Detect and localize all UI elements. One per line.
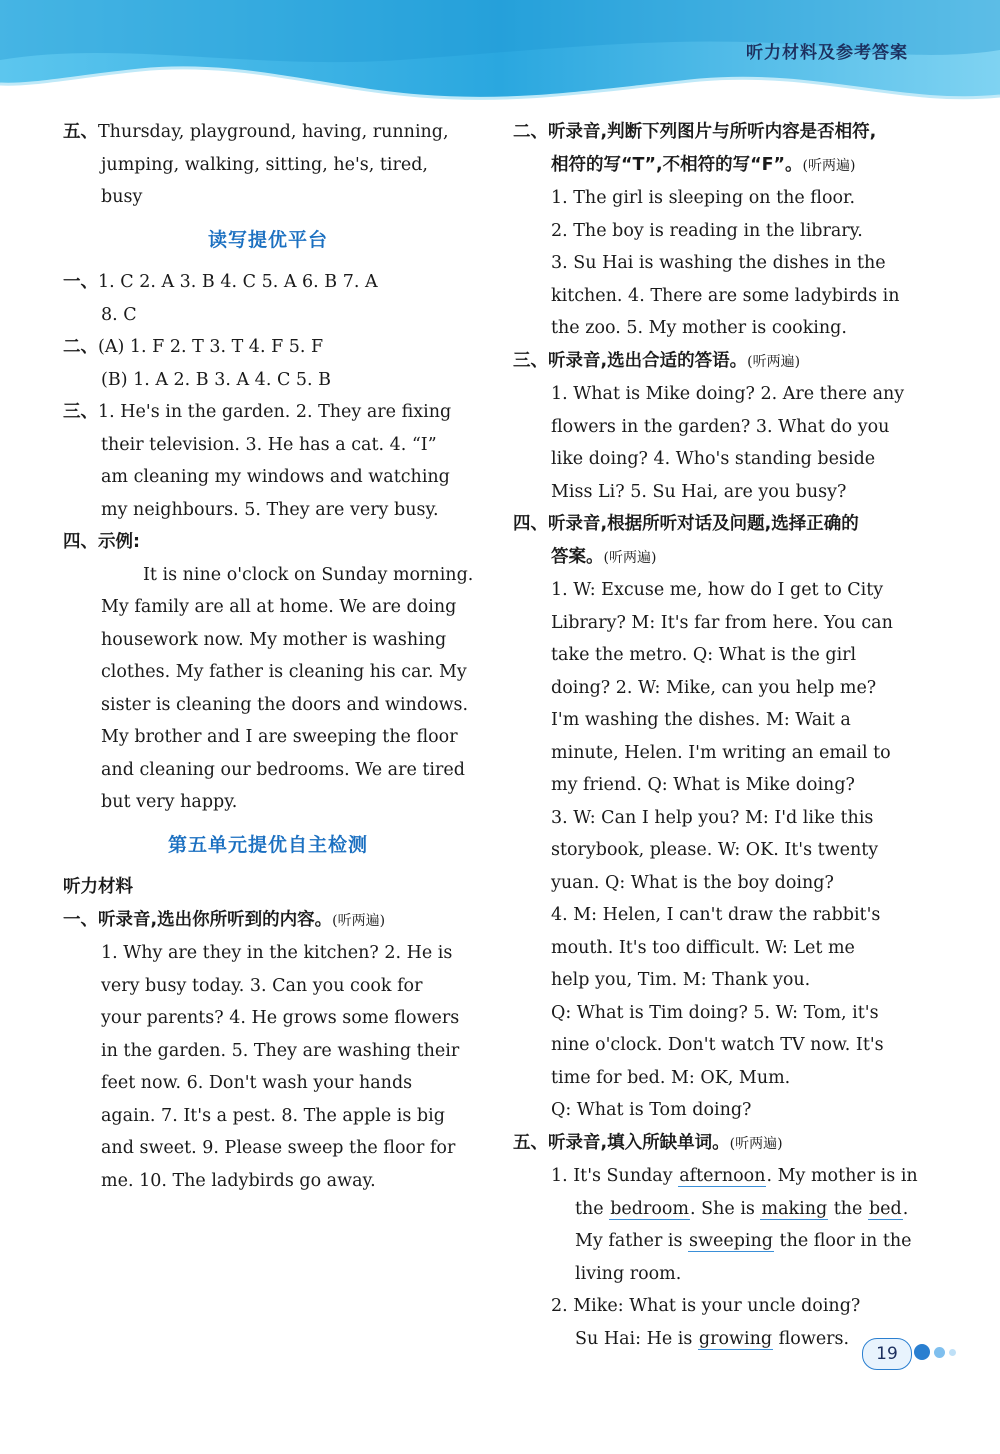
fill-text: the bbox=[828, 1198, 868, 1219]
listening-2-heading-line2: 相符的写“T”,不相符的写“F”。 bbox=[551, 154, 803, 175]
listening-4-line: time for bed. M: OK, Mum. bbox=[551, 1067, 791, 1088]
fill-blank: bed bbox=[868, 1198, 902, 1219]
essay-line: and cleaning our bedrooms. We are tired bbox=[101, 759, 465, 780]
listening-4-line: I'm washing the dishes. M: Wait a bbox=[551, 710, 851, 730]
rw-answer-3-line: am cleaning my windows and watching bbox=[101, 467, 450, 487]
essay-line: My family are all at home. We are doing bbox=[101, 597, 457, 617]
fill-blank: growing bbox=[698, 1328, 773, 1349]
rw-answer-3-line: 1. He's in the garden. 2. They are fixing bbox=[98, 402, 452, 422]
listening-4-heading-line2: 答案。 bbox=[551, 546, 604, 567]
listening-4-line: doing? 2. W: Mike, can you help me? bbox=[551, 677, 877, 698]
rw-answer-3-label: 三、 bbox=[63, 402, 98, 422]
listening-5-heading bbox=[513, 1127, 923, 1161]
listening-1-heading bbox=[63, 904, 473, 938]
answer-5 bbox=[63, 116, 473, 149]
answer-5-line2: jumping, walking, sitting, he's, tired, bbox=[101, 154, 428, 175]
fill-text: . She is bbox=[690, 1198, 761, 1219]
fill-text: 1. It's Sunday bbox=[551, 1166, 679, 1186]
listening-3-label: 三、听录音,选出合适的答语。 bbox=[513, 350, 748, 371]
listening-3-line: like doing? 4. Who's standing beside bbox=[551, 449, 876, 469]
listening-4-line: Q: What is Tom doing? bbox=[551, 1100, 752, 1120]
listening-1-line: feet now. 6. Don't wash your hands bbox=[101, 1073, 413, 1093]
essay-line: It is nine o'clock on Sunday morning. bbox=[143, 564, 474, 585]
listening-1-line: your parents? 4. He grows some flowers bbox=[101, 1008, 460, 1028]
fill-line-5: 2. Mike: What is your uncle doing? bbox=[551, 1296, 861, 1316]
rw-answer-4-label: 四、示例: bbox=[63, 532, 140, 552]
listening-1-note: (听两遍) bbox=[332, 912, 386, 929]
listening-3-line: 1. What is Mike doing? 2. Are there any bbox=[551, 384, 905, 404]
listening-3-note: (听两遍) bbox=[747, 353, 801, 370]
listening-4-line: help you, Tim. M: Thank you. bbox=[551, 970, 811, 990]
listening-4-line: 4. M: Helen, I can't draw the rabbit's bbox=[551, 905, 881, 925]
fill-line-4: living room. bbox=[575, 1263, 682, 1284]
decor-dot bbox=[949, 1349, 956, 1356]
essay-line: sister is cleaning the doors and windows. bbox=[101, 694, 469, 715]
left-column bbox=[63, 116, 473, 1197]
listening-2-line: 3. Su Hai is washing the dishes in the bbox=[551, 253, 886, 273]
listening-4-line: take the metro. Q: What is the girl bbox=[551, 645, 857, 665]
listening-2-line: kitchen. 4. There are some ladybirds in bbox=[551, 285, 900, 306]
fill-line-2 bbox=[513, 1193, 923, 1226]
listening-4-line: 3. W: Can I help you? M: I'd like this bbox=[551, 807, 874, 828]
listening-2-line: 2. The boy is reading in the library. bbox=[551, 220, 863, 241]
listening-3-heading bbox=[513, 345, 923, 379]
rw-answer-1-line1: 1. C 2. A 3. B 4. C 5. A 6. B 7. A bbox=[98, 272, 378, 292]
rw-answer-2-line2: (B) 1. A 2. B 3. A 4. C 5. B bbox=[101, 369, 332, 390]
listening-4-note: (听两遍) bbox=[603, 549, 657, 566]
right-column bbox=[513, 116, 923, 1355]
page-number: 19 bbox=[862, 1338, 912, 1370]
listening-4-line: storybook, please. W: OK. It's twenty bbox=[551, 840, 879, 860]
decor-dot bbox=[934, 1347, 945, 1358]
rw-answer-2-label: 二、 bbox=[63, 337, 98, 357]
essay-line: clothes. My father is cleaning his car. My bbox=[101, 662, 467, 682]
listening-title: 听力材料 bbox=[63, 877, 133, 897]
unit-title: 第五单元提优自主检测 bbox=[167, 833, 368, 856]
fill-blank: afternoon bbox=[679, 1166, 766, 1186]
listening-5-note: (听两遍) bbox=[729, 1135, 783, 1152]
rw-answer-1 bbox=[63, 266, 473, 299]
rw-answer-1-label: 一、 bbox=[63, 272, 98, 292]
fill-text: . My mother is in bbox=[766, 1166, 918, 1186]
listening-4-line: Q: What is Tim doing? 5. W: Tom, it's bbox=[551, 1002, 879, 1023]
essay-line: housework now. My mother is washing bbox=[101, 629, 447, 650]
fill-line-1 bbox=[513, 1160, 923, 1193]
fill-blank: bedroom bbox=[610, 1198, 690, 1219]
fill-line-3 bbox=[513, 1225, 923, 1258]
listening-4-heading-cont bbox=[513, 541, 923, 575]
fill-blank: sweeping bbox=[689, 1231, 773, 1251]
fill-text: My father is bbox=[575, 1231, 689, 1251]
listening-2-line: 1. The girl is sleeping on the floor. bbox=[551, 188, 856, 208]
listening-2-heading-cont bbox=[513, 149, 923, 183]
rw-answer-2 bbox=[63, 331, 473, 364]
listening-4-line: yuan. Q: What is the boy doing? bbox=[551, 872, 834, 893]
listening-4-heading: 四、听录音,根据所听对话及问题,选择正确的 bbox=[513, 514, 859, 534]
rw-answer-1-line2: 8. C bbox=[101, 304, 137, 325]
fill-blank: making bbox=[761, 1198, 828, 1219]
section-title: 读写提优平台 bbox=[207, 228, 328, 251]
listening-1-line: me. 10. The ladybirds go away. bbox=[101, 1170, 376, 1191]
fill-text: the floor in the bbox=[773, 1231, 912, 1251]
rw-answer-3-line: their television. 3. He has a cat. 4. “I” bbox=[101, 434, 437, 455]
answer-5-label: 五、 bbox=[63, 122, 98, 142]
fill-text: flowers. bbox=[773, 1328, 850, 1349]
fill-text: Su Hai: He is bbox=[575, 1328, 698, 1349]
listening-1-line: in the garden. 5. They are washing their bbox=[101, 1040, 460, 1061]
listening-2-heading: 二、听录音,判断下列图片与所听内容是否相符, bbox=[513, 122, 877, 142]
rw-answer-3-line: my neighbours. 5. They are very busy. bbox=[101, 499, 439, 520]
answer-5-line3: busy bbox=[101, 187, 143, 207]
listening-5-label: 五、听录音,填入所缺单词。 bbox=[513, 1132, 730, 1153]
listening-4-line: mouth. It's too difficult. W: Let me bbox=[551, 937, 855, 958]
listening-1-line: 1. Why are they in the kitchen? 2. He is bbox=[101, 943, 453, 963]
listening-1-line: again. 7. It's a pest. 8. The apple is big bbox=[101, 1105, 445, 1126]
decor-dot bbox=[914, 1344, 930, 1360]
listening-2-line: the zoo. 5. My mother is cooking. bbox=[551, 318, 847, 338]
rw-answer-2-line1: (A) 1. F 2. T 3. T 4. F 5. F bbox=[98, 337, 324, 357]
listening-1-line: and sweet. 9. Please sweep the floor for bbox=[101, 1138, 456, 1158]
header-banner bbox=[0, 0, 1000, 105]
listening-4-line: my friend. Q: What is Mike doing? bbox=[551, 775, 855, 795]
essay-line: My brother and I are sweeping the floor bbox=[101, 727, 458, 747]
listening-4-line: nine o'clock. Don't watch TV now. It's bbox=[551, 1035, 884, 1055]
answer-5-line1: Thursday, playground, having, running, bbox=[98, 122, 449, 142]
listening-1-line: very busy today. 3. Can you cook for bbox=[101, 975, 423, 996]
listening-3-line: flowers in the garden? 3. What do you bbox=[551, 416, 890, 437]
listening-4-line: minute, Helen. I'm writing an email to bbox=[551, 742, 891, 763]
essay-line: but very happy. bbox=[101, 792, 238, 812]
rw-answer-3 bbox=[63, 396, 473, 429]
listening-4-line: 1. W: Excuse me, how do I get to City bbox=[551, 580, 884, 600]
fill-text: the bbox=[575, 1198, 610, 1219]
fill-text: . bbox=[902, 1198, 909, 1219]
listening-2-note: (听两遍) bbox=[802, 157, 856, 174]
listening-1-label: 一、听录音,选出你所听到的内容。 bbox=[63, 909, 333, 930]
listening-3-line: Miss Li? 5. Su Hai, are you busy? bbox=[551, 481, 847, 502]
header-title: 听力材料及参考答案 bbox=[746, 43, 908, 63]
listening-4-line: Library? M: It's far from here. You can bbox=[551, 612, 893, 633]
